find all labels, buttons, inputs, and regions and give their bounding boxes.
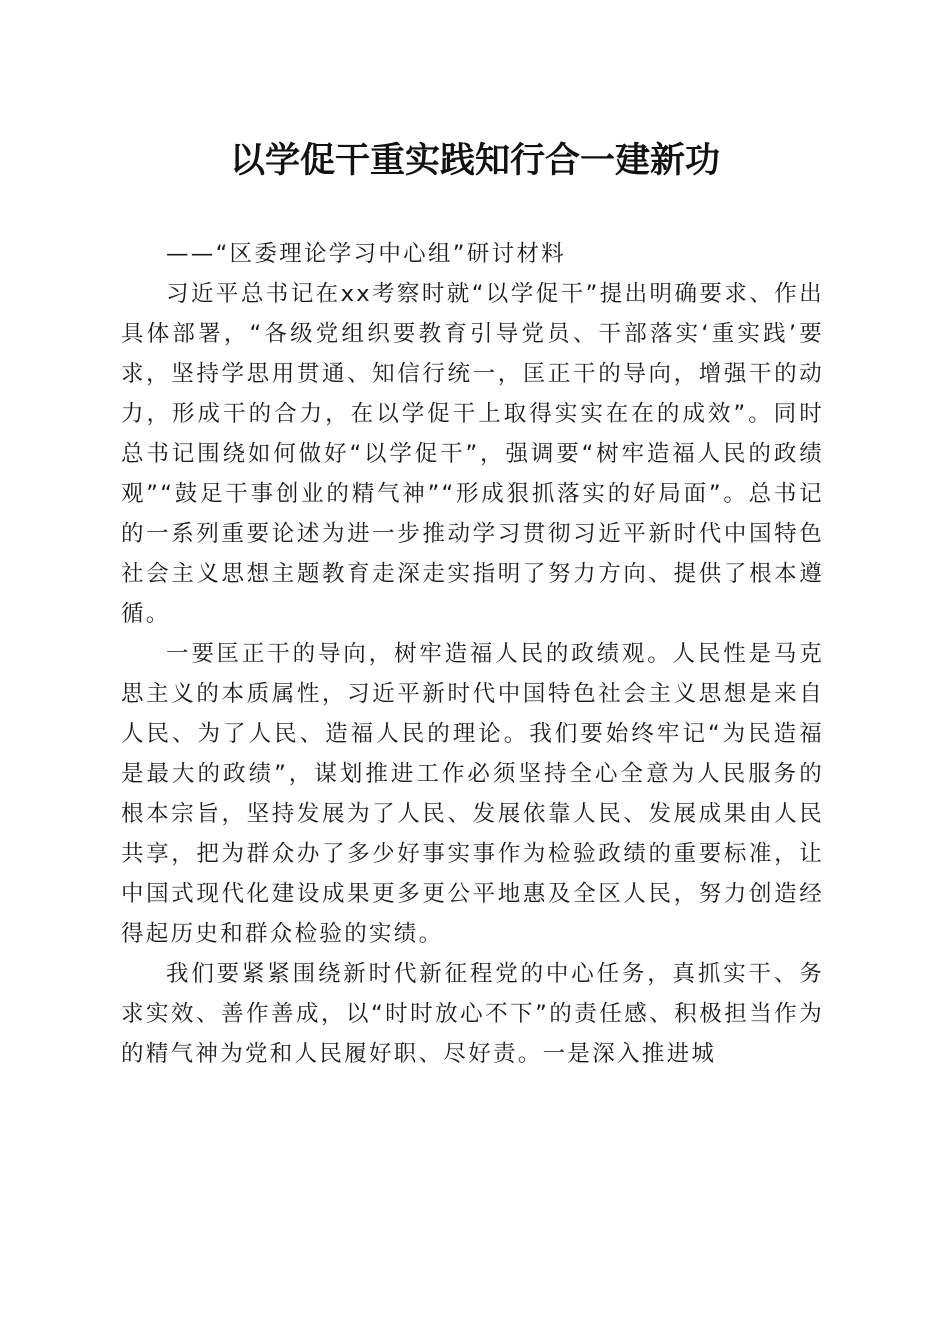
paragraph-third: 我们要紧紧围绕新时代新征程党的中心任务，真抓实干、务求实效、善作善成，以“时时放心不下”的责任感、积极担当作为的精气神为党和人民履好职、尽好责。一是深入推进城 <box>121 961 824 1067</box>
paragraph-first-point: 一要匡正干的导向，树牢造福人民的政绩观。人民性是马克思主义的本质属性，习近平新时代中国特色社会主义思想是来自人民、为了人民、造福人民的理论。我们要始终牢记“为民造福是最大的政绩”，谋划推进工作必须坚持全心全意为人民服务的根本宗旨，坚持发展为了人民、发展依靠人民、发展成果由人民共享，把为群众办了多少好事实事作为检验政绩的重要标准，让中国式现代化建设成果更多更公平地惠及全区人民，努力创造经得起历史和群众检验的实绩。 <box>121 641 824 947</box>
page-title: 以学促干重实践知行合一建新功 <box>229 140 720 181</box>
document-body <box>121 234 824 1074</box>
document-subtitle: ——“区委理论学习中心组”研讨材料 <box>166 241 566 267</box>
paragraph-intro: 习近平总书记在xx考察时就“以学促干”提出明确要求、作出具体部署，“各级党组织要教育引导党员、干部落实‘重实践’要求，坚持学思用贯通、知信行统一，匡正干的导向，增强干的动力，形成干的合力，在以学促干上取得实实在在的成效”。同时总书记围绕如何做好“以学促干”，强调要“树牢造福人民的政绩观”“鼓足干事创业的精气神”“形成狠抓落实的好局面”。总书记的一系列重要论述为进一步推动学习贯彻习近平新时代中国特色社会主义思想主题教育走深走实指明了努力方向、提供了根本遵循。 <box>121 281 824 627</box>
